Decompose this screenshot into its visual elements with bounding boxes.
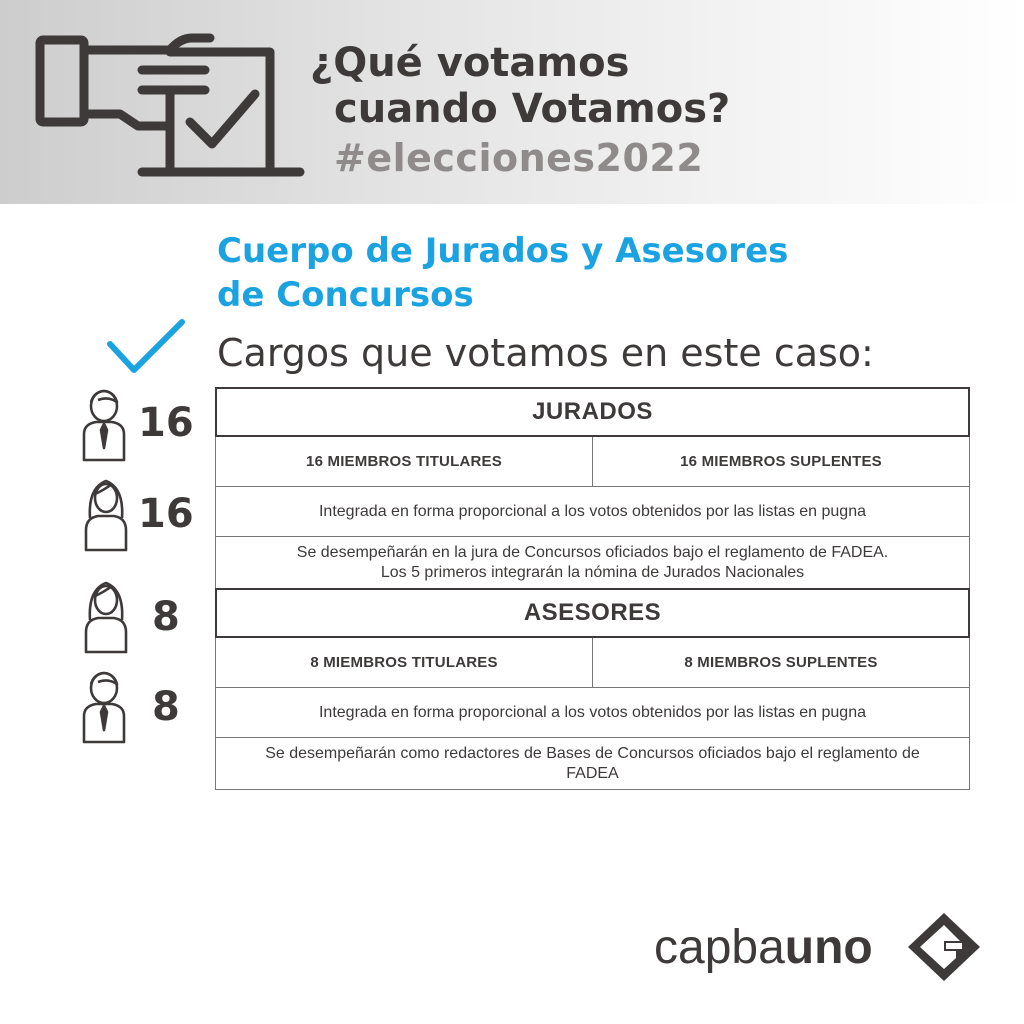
jurados-role-row [216, 537, 969, 589]
count-asesores-titulares: 8 [152, 594, 180, 640]
section-title [217, 229, 788, 317]
jurados-table [215, 387, 970, 589]
header-banner [0, 0, 1024, 204]
asesores-role-line-2: FADEA [566, 764, 619, 782]
asesores-integration-row: Integrada en forma proporcional a los votos obtenidos por las listas en pugna [216, 688, 969, 738]
checkmark-icon [104, 318, 188, 378]
jurados-titulares-cell: 16 MIEMBROS TITULARES [306, 453, 502, 470]
count-asesores-suplentes: 8 [152, 684, 180, 730]
jurados-role-line-2: Los 5 primeros integrarán la nómina de Jurados Nacionales [380, 563, 805, 581]
hashtag: #elecciones2022 [334, 136, 704, 180]
ballot-box-hand-icon [30, 28, 310, 178]
man-icon [80, 388, 128, 462]
woman-icon [82, 580, 130, 654]
section-subtitle: Cargos que votamos en este caso: [217, 331, 874, 375]
asesores-table [215, 588, 970, 790]
brand-logo-text [654, 920, 873, 975]
count-jurados-suplentes: 16 [138, 491, 194, 537]
jurados-heading: JURADOS [215, 387, 970, 437]
count-jurados-titulares: 16 [138, 400, 194, 446]
title-line-2: cuando Votamos? [334, 86, 731, 132]
jurados-integration-row: Integrada en forma proporcional a los votos obtenidos por las listas en pugna [216, 487, 969, 537]
brand-bold: uno [784, 921, 873, 974]
man-icon [80, 670, 128, 744]
page-title [310, 40, 730, 132]
jurados-suplentes-cell: 16 MIEMBROS SUPLENTES [592, 437, 969, 486]
asesores-heading: ASESORES [215, 588, 970, 638]
woman-icon [82, 478, 130, 552]
title-line-1: ¿Qué votamos [310, 40, 630, 86]
section-title-line-1: Cuerpo de Jurados y Asesores [217, 231, 789, 271]
brand-light: capba [654, 921, 785, 974]
jurados-role-line-1: Se desempeñarán en la jura de Concursos oficiados bajo el reglamento de FADEA. [296, 543, 889, 561]
asesores-members-row [216, 638, 969, 688]
asesores-role-line-1: Se desempeñarán como redactores de Bases de Concursos oficiados bajo el reglamento de [265, 744, 920, 762]
asesores-role-row [216, 738, 969, 790]
capbauno-logo-icon [906, 911, 982, 983]
asesores-titulares-cell: 8 MIEMBROS TITULARES [310, 654, 498, 671]
section-title-line-2: de Concursos [217, 275, 474, 315]
asesores-suplentes-cell: 8 MIEMBROS SUPLENTES [592, 638, 969, 687]
jurados-members-row [216, 437, 969, 487]
